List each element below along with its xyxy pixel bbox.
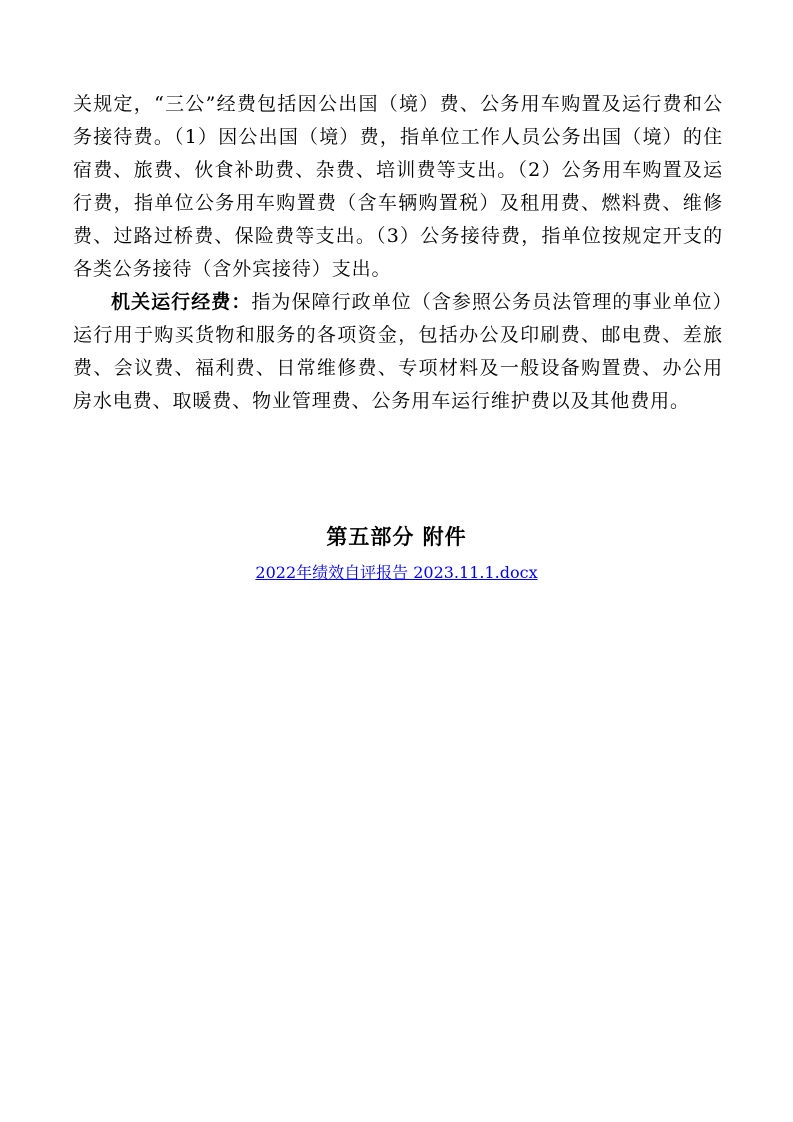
term-operating-expenses: 机关运行经费： xyxy=(111,291,252,313)
paragraph-three-public-expenses: 关规定，“三公”经费包括因公出国（境）费、公务用车购置及运行费和公务接待费。（1）因公出国（境）费，指单位工作人员公务出国（境）的住宿费、旅费、伙食补助费、杂费、培训费等支出。（2）公务用车购置及运行费，指单位公务用车购置费（含车辆购置税）及租用费、燃料费、维修费、过路过桥费、保险费等支出。（3）公务接待费，指单位按规定开支的各类公务接待（含外宾接待）支出。 xyxy=(73,93,723,280)
definition-operating-expenses: 指为保障行政单位（含参照公务员法管理的事业单位）运行用于购买货物和服务的各项资金，包括办公及印刷费、邮电费、差旅费、会议费、福利费、日常维修费、专项材料及一般设备购置费、办公用房水电费、取暖费、物业管理费、公务用车运行维护费以及其他费用。 xyxy=(73,291,723,412)
body-text xyxy=(73,88,723,418)
paragraph-operating-expenses xyxy=(73,286,723,418)
attachment-link[interactable]: 2022年绩效自评报告 2023.11.1.docx xyxy=(255,563,538,582)
section-title: 第五部分 附件 xyxy=(326,525,467,549)
